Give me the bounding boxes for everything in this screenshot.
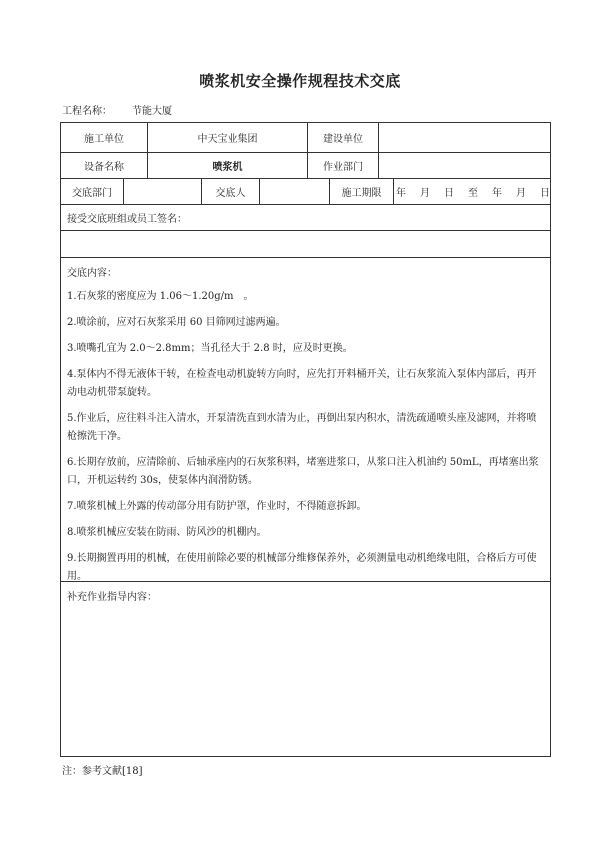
handover-person-value bbox=[260, 179, 330, 204]
equipment-value: 喷浆机 bbox=[148, 153, 308, 178]
date-part: 月 bbox=[516, 188, 526, 199]
project-line bbox=[62, 102, 172, 117]
document-title: 喷浆机安全操作规程技术交底 bbox=[199, 72, 401, 90]
content-item: 6.长期存放前，应清除前、后轴承座内的石灰浆积料，堵塞进浆口，从浆口注入机油约 50mL，再堵塞出浆口，开机运转约 30s，使泵体内润滑防锈。 bbox=[67, 457, 539, 486]
row-equipment bbox=[61, 153, 550, 179]
content-item: 4.泵体内不得无液体干转，在检查电动机旋转方向时，应先打开料桶开关，让石灰浆流入泵体内部后，再开动电动机带泵旋转。 bbox=[67, 369, 537, 398]
date-part: 日 bbox=[540, 188, 550, 199]
period-value bbox=[394, 179, 552, 204]
row-handover bbox=[61, 179, 550, 205]
content-item: 7.喷浆机械上外露的传动部分用有防护罩，作业时，不得随意拆卸。 bbox=[67, 501, 367, 512]
content-item: 2.喷涂前，应对石灰浆采用 60 目筛网过滤两遍。 bbox=[67, 317, 286, 328]
handover-form bbox=[60, 122, 551, 757]
content-item: 9.长期搁置再用的机械，在使用前除必要的机械部分维修保养外，必须测量电动机绝缘电阻，合格后方可使用。 bbox=[67, 553, 537, 582]
content-item: 3.喷嘴孔宜为 2.0～2.8mm；当孔径大于 2.8 时，应及时更换。 bbox=[67, 343, 353, 354]
date-part: 至 bbox=[468, 188, 478, 199]
footnote: 注：参考文献[18] bbox=[62, 766, 143, 777]
content-item: 1.石灰浆的密度应为 1.06～1.20g/m 。 bbox=[67, 291, 254, 302]
handover-dept-label: 交底部门 bbox=[61, 179, 124, 204]
period-label: 施工期限 bbox=[330, 179, 394, 204]
period-dates bbox=[396, 184, 550, 199]
supplementary-label: 补充作业指导内容： bbox=[67, 592, 157, 603]
handover-dept-value bbox=[124, 179, 202, 204]
handover-content bbox=[61, 258, 550, 582]
row-signature-label bbox=[61, 205, 550, 231]
date-part: 月 bbox=[420, 188, 430, 199]
row-construction-unit bbox=[61, 123, 550, 153]
content-item: 8.喷浆机械应安装在防雨、防风沙的机棚内。 bbox=[67, 527, 267, 538]
project-label: 工程名称： bbox=[62, 106, 112, 117]
project-name: 节能大厦 bbox=[132, 106, 172, 117]
content-item: 5.作业后，应往料斗注入清水，开泵清洗直到水清为止，再倒出泵内积水，清洗疏通喷头座及滤网，并将喷枪擦洗干净。 bbox=[67, 413, 537, 442]
date-part: 年 bbox=[396, 188, 406, 199]
work-dept-value bbox=[379, 153, 552, 178]
handover-person-label: 交底人 bbox=[202, 179, 260, 204]
build-unit-label: 建设单位 bbox=[308, 123, 379, 152]
content-heading: 交底内容： bbox=[67, 268, 117, 279]
date-part: 年 bbox=[492, 188, 502, 199]
equipment-label: 设备名称 bbox=[61, 153, 148, 178]
date-part: 日 bbox=[444, 188, 454, 199]
construction-unit-value: 中天宝业集团 bbox=[148, 123, 308, 152]
signature-label: 接受交底班组或员工签名： bbox=[67, 214, 187, 225]
construction-unit-label: 施工单位 bbox=[61, 123, 148, 152]
build-unit-value bbox=[379, 123, 552, 152]
work-dept-label: 作业部门 bbox=[308, 153, 379, 178]
row-signature-blank bbox=[61, 231, 550, 258]
supplementary-section bbox=[61, 582, 550, 609]
